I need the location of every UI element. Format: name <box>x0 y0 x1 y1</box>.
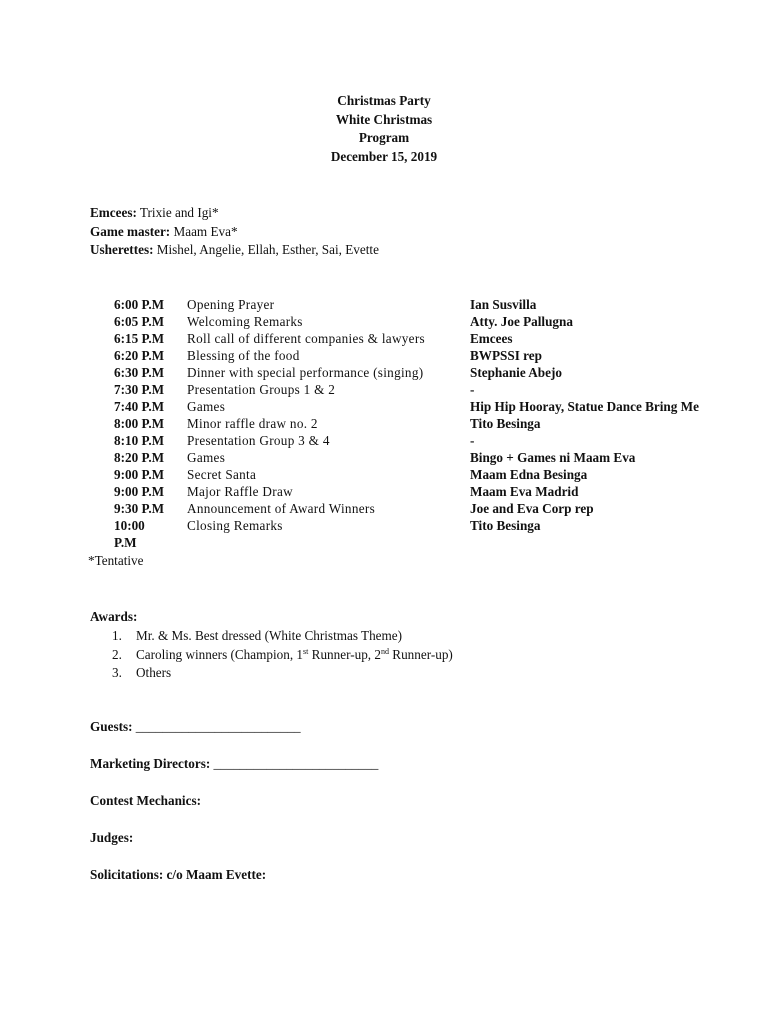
schedule-event: Games <box>187 399 226 414</box>
guests-blank-line: _________________________ <box>132 719 301 734</box>
emcees-row <box>90 204 379 223</box>
award-text: Mr. & Ms. Best dressed (White Christmas Theme) <box>136 628 403 643</box>
judges-label: Judges: <box>90 830 134 845</box>
schedule-person: Joe and Eva Corp rep <box>470 501 594 516</box>
schedule-time: 9:00 P.M <box>114 484 165 499</box>
staff-block <box>90 204 379 260</box>
schedule-time: 6:05 P.M <box>114 314 165 329</box>
emcees-value: Trixie and Igi* <box>136 205 219 220</box>
schedule-time: 6:00 P.M <box>114 297 165 312</box>
tentative-note: *Tentative <box>88 553 144 568</box>
emcees-label: Emcees: <box>90 205 137 220</box>
ordinal-suffix: st <box>303 646 309 656</box>
schedule-person: Tito Besinga <box>470 518 541 533</box>
schedule-person: - <box>470 382 475 397</box>
schedule-event: Presentation Group 3 & 4 <box>187 433 330 448</box>
marketing-directors-label: Marketing Directors: <box>90 756 211 771</box>
schedule-time: 6:30 P.M <box>114 365 165 380</box>
schedule-row <box>90 330 750 347</box>
schedule-time: 6:20 P.M <box>114 348 165 363</box>
schedule-row <box>90 381 750 398</box>
schedule-time: 7:40 P.M <box>114 399 165 414</box>
usherettes-value: Mishel, Angelie, Ellah, Esther, Sai, Evette <box>153 242 379 257</box>
schedule-time: 9:00 P.M <box>114 467 165 482</box>
schedule-person: Hip Hip Hooray, Statue Dance Bring Me <box>470 399 699 414</box>
schedule-row <box>90 364 750 381</box>
schedule-row <box>90 398 750 415</box>
awards-heading: Awards: <box>90 609 138 624</box>
marketing-directors-blank-line: _________________________ <box>210 756 379 771</box>
schedule-person: Tito Besinga <box>470 416 541 431</box>
schedule-event: Secret Santa <box>187 467 257 482</box>
schedule-time: 8:10 P.M <box>114 433 165 448</box>
schedule-time: 8:20 P.M <box>114 450 165 465</box>
ordinal-suffix: nd <box>381 646 389 656</box>
schedule-row <box>90 313 750 330</box>
schedule-event: Blessing of the food <box>187 348 300 363</box>
guests-field <box>90 719 301 735</box>
schedule-time: 6:15 P.M <box>114 331 165 346</box>
marketing-directors-field <box>90 756 378 772</box>
schedule-row <box>90 466 750 483</box>
usherettes-label: Usherettes: <box>90 242 154 257</box>
schedule-event: Games <box>187 450 226 465</box>
gamemaster-label: Game master: <box>90 223 171 239</box>
list-number: 3. <box>112 665 122 680</box>
schedule-event: Dinner with special performance (singing) <box>187 365 424 380</box>
schedule-row <box>90 500 750 517</box>
schedule-time: 10:00 P.M <box>114 518 145 550</box>
schedule-person: Maam Eva Madrid <box>470 484 579 499</box>
title-line-theme: White Christmas <box>335 111 433 127</box>
schedule-person: Bingo + Games ni Maam Eva <box>470 450 636 465</box>
title-line-program: Program <box>358 130 410 145</box>
schedule-event: Minor raffle draw no. 2 <box>187 416 318 431</box>
schedule-person: Maam Edna Besinga <box>470 467 588 482</box>
schedule-event: Welcoming Remarks <box>187 314 303 329</box>
schedule-time: 8:00 P.M <box>114 416 165 431</box>
award-text-part: Runner-up) <box>389 646 453 662</box>
schedule-event: Announcement of Award Winners <box>187 501 375 516</box>
schedule-row <box>90 432 750 449</box>
schedule-person: - <box>470 433 475 448</box>
schedule-row <box>90 449 750 466</box>
solicitations-label: Solicitations: c/o Maam Evette: <box>90 867 267 882</box>
schedule-time: 9:30 P.M <box>114 501 165 516</box>
list-number: 1. <box>112 628 122 643</box>
schedule-row <box>90 415 750 432</box>
schedule-row <box>90 517 750 551</box>
contest-mechanics-label: Contest Mechanics: <box>90 793 201 808</box>
program-header <box>0 92 768 166</box>
gamemaster-value: Maam Eva* <box>170 223 238 239</box>
usherettes-row <box>90 241 379 260</box>
schedule-person: BWPSSI rep <box>470 348 542 363</box>
award-text: Others <box>136 665 172 680</box>
schedule-table <box>90 296 750 551</box>
award-text <box>136 646 453 665</box>
schedule-event: Closing Remarks <box>187 518 283 533</box>
award-text-part: Runner-up, 2 <box>308 646 381 662</box>
schedule-event: Major Raffle Draw <box>187 484 293 499</box>
award-text-part: Caroling winners (Champion, 1 <box>136 646 304 662</box>
schedule-row <box>90 347 750 364</box>
schedule-person: Atty. Joe Pallugna <box>470 314 573 329</box>
schedule-row <box>90 296 750 313</box>
title-line-event: Christmas Party <box>337 93 431 108</box>
gamemaster-row <box>90 223 379 242</box>
schedule-event: Opening Prayer <box>187 297 275 312</box>
schedule-row <box>90 483 750 500</box>
schedule-event: Presentation Groups 1 & 2 <box>187 382 336 397</box>
list-number: 2. <box>112 646 122 662</box>
schedule-time: 7:30 P.M <box>114 382 165 397</box>
schedule-person: Stephanie Abejo <box>470 365 562 380</box>
schedule-person: Emcees <box>470 331 513 346</box>
schedule-person: Ian Susvilla <box>470 297 537 312</box>
title-line-date: December 15, 2019 <box>330 148 438 164</box>
guests-label: Guests: <box>90 719 133 734</box>
schedule-event: Roll call of different companies & lawyers <box>187 331 425 346</box>
